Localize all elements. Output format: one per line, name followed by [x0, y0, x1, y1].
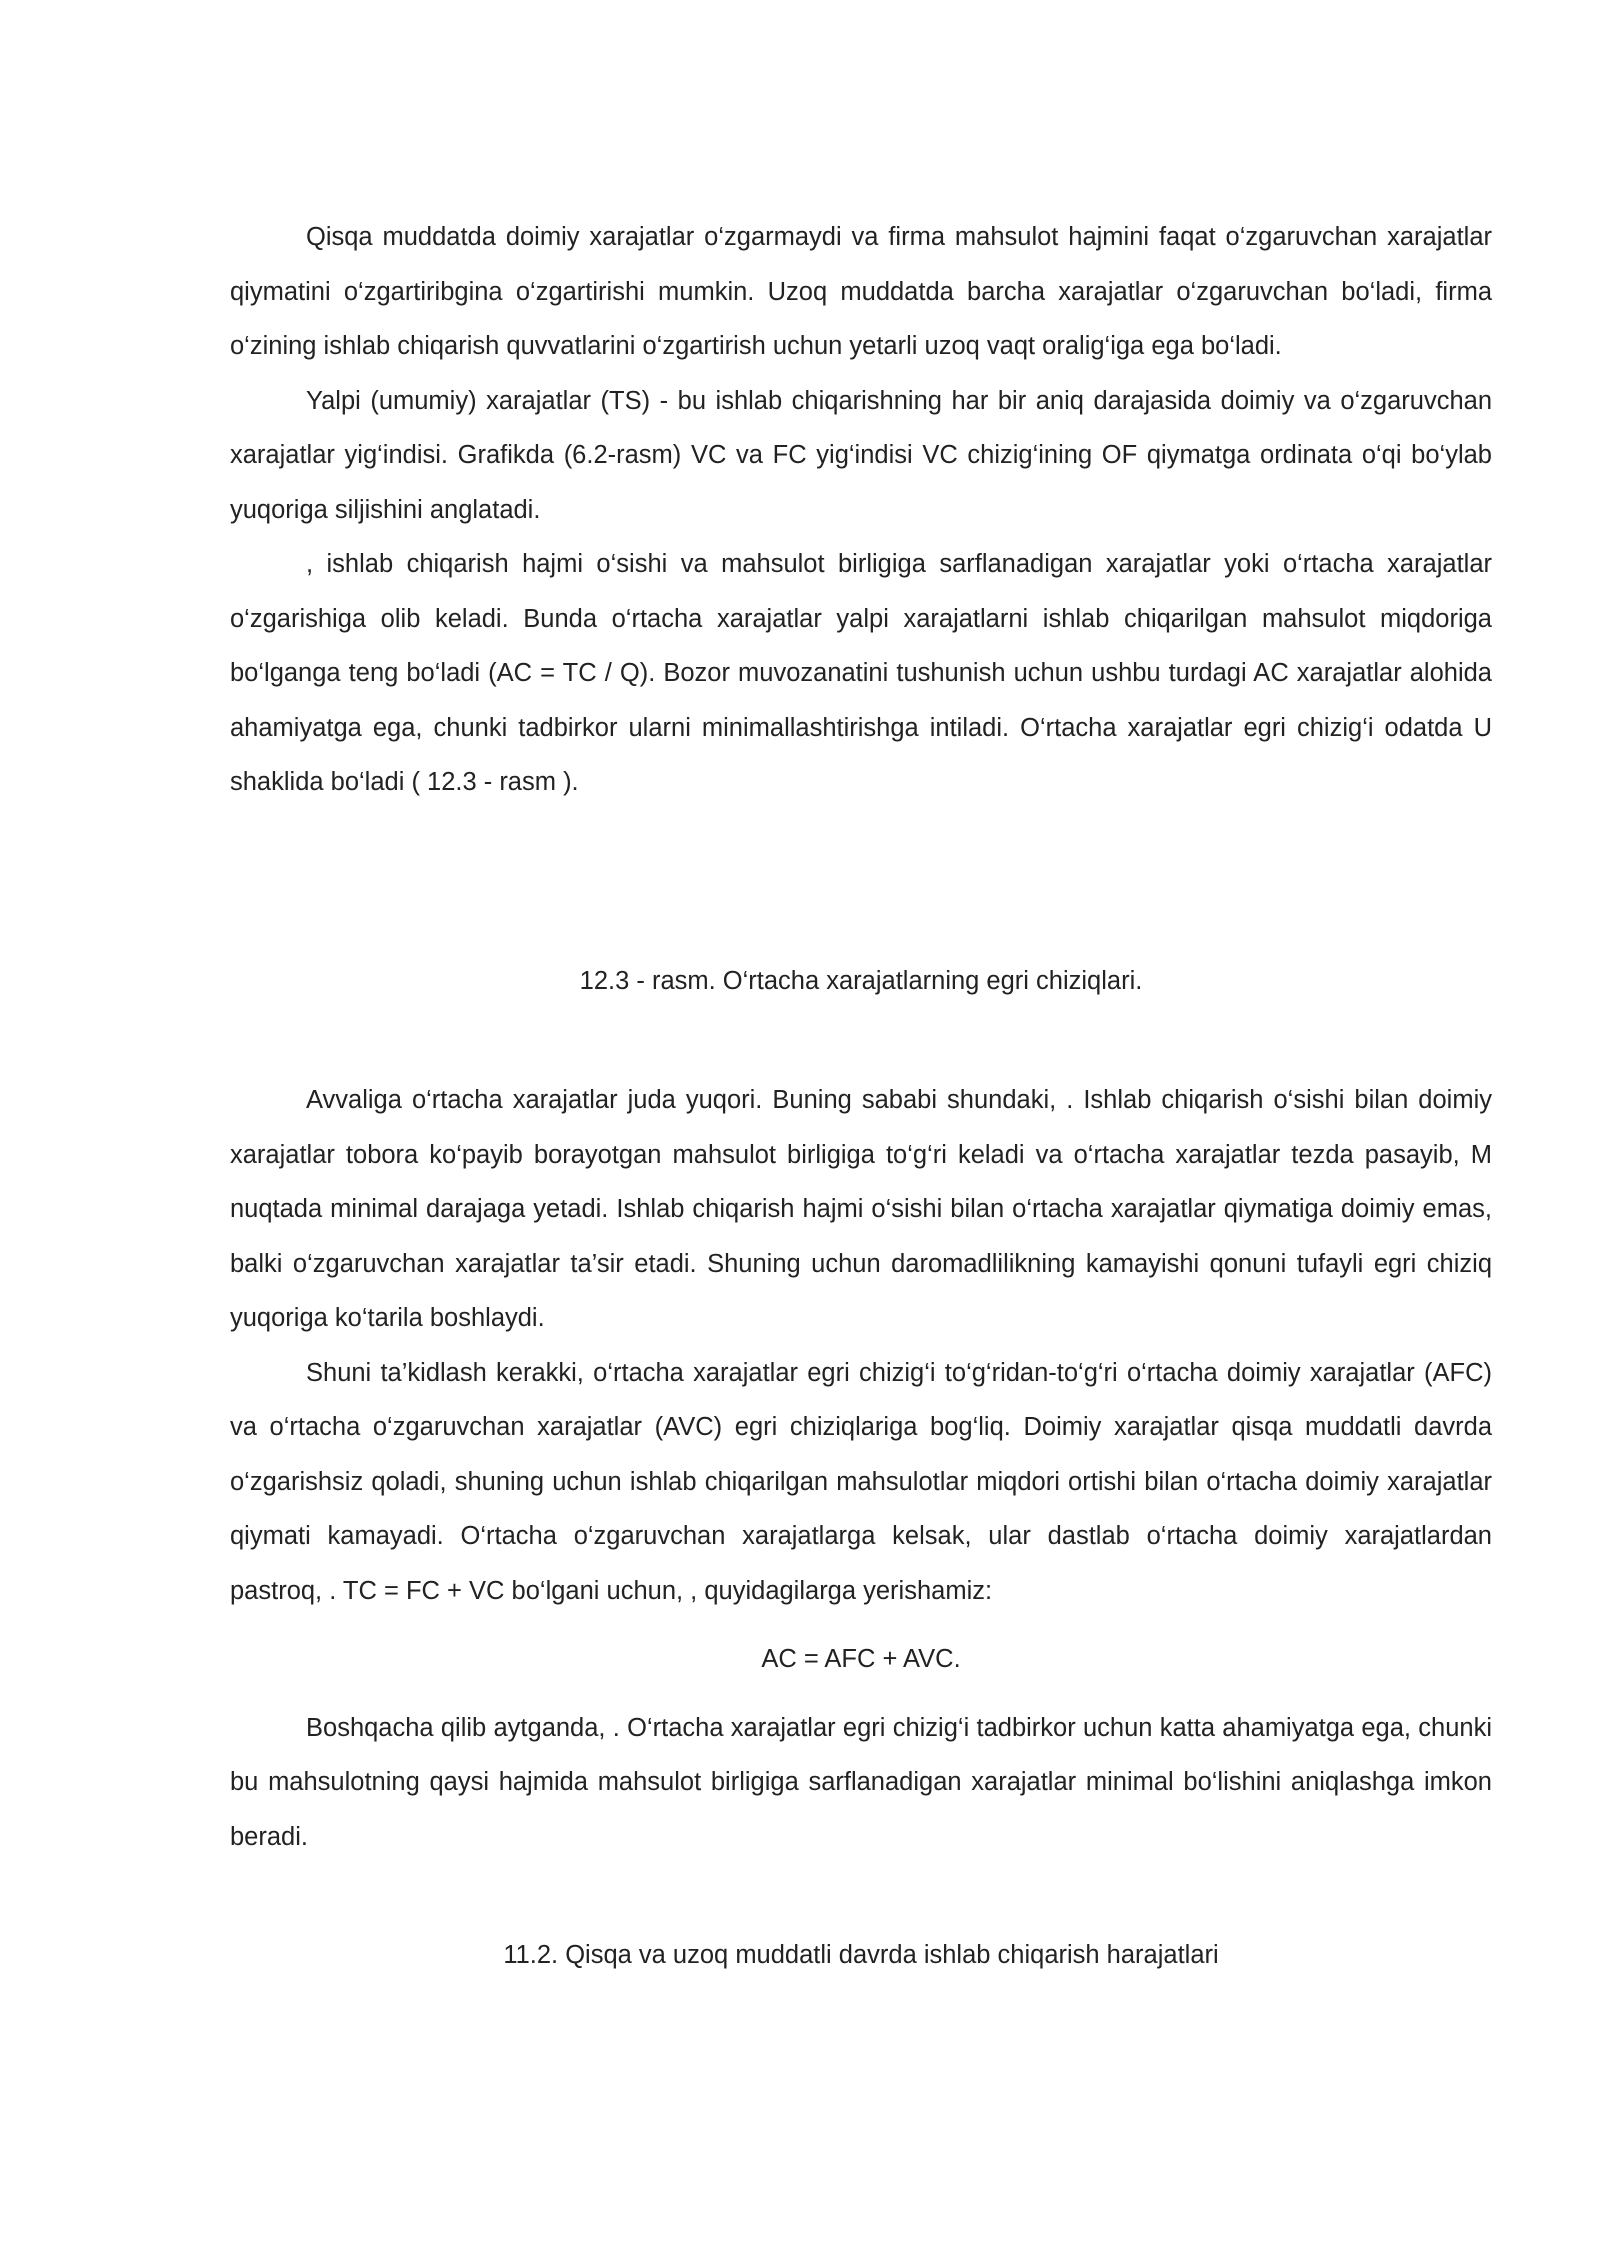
document-page: [230, 210, 1492, 1983]
paragraph-average-costs-decline: Avvaliga o‘rtacha xarajatlar juda yuqori. Buning sababi shundaki, . Ishlab chiqarish o‘sishi bilan doimiy xarajatlar tobora ko‘payib borayotgan mahsulot birligiga to‘g‘ri keladi va o‘rtacha xarajatlar tezda pasayib, M nuqtada minimal darajaga yetadi. Ishlab chiqarish hajmi o‘sishi bilan o‘rtacha xarajatlar qiymatiga doimiy emas, balki o‘zgaruvchan xarajatlar ta’sir etadi. Shuning uchun daromadlilikning kamayishi qonuni tufayli egri chiziq yuqoriga ko‘tarila boshlaydi.: [230, 1086, 1492, 1332]
paragraph-average-costs: , ishlab chiqarish hajmi o‘sishi va mahsulot birligiga sarflanadigan xarajatlar yoki o‘rtacha xarajatlar o‘zgarishiga olib keladi. Bunda o‘rtacha xarajatlar yalpi xarajatlarni ishlab chiqarilgan mahsulot miqdoriga bo‘lganga teng bo‘ladi (AC = TC / Q). Bozor muvozanatini tushunish uchun ushbu turdagi AC xarajatlar alohida ahamiyatga ega, chunki tadbirkor ularni minimallashtirishga intiladi. O‘rtacha xarajatlar egri chizig‘i odatda U shaklida bo‘ladi ( 12.3 - rasm ).: [230, 550, 1492, 796]
paragraph-conclusion: Boshqacha qilib aytganda, . O‘rtacha xarajatlar egri chizig‘i tadbirkor uchun katta ahamiyatga ega, chunki bu mahsulotning qaysi hajmida mahsulot birligiga sarflanadigan xarajatlar minimal bo‘lishini aniqlashga imkon beradi.: [230, 1713, 1492, 1851]
paragraph-short-run-costs: Qisqa muddatda doimiy xarajatlar o‘zgarmaydi va firma mahsulot hajmini faqat o‘zgaruvchan xarajatlar qiymatini o‘zgartiribgina o‘zgartirishi mumkin. Uzoq muddatda barcha xarajatlar o‘zgaruvchan bo‘ladi, firma o‘zining ishlab chiqarish quvvatlarini o‘zgartirish uchun yetarli uzoq vaqt oralig‘iga ega bo‘ladi.: [230, 223, 1492, 360]
paragraph-afc-avc: Shuni ta’kidlash kerakki, o‘rtacha xarajatlar egri chizig‘i to‘g‘ridan-to‘g‘ri o‘rtacha doimiy xarajatlar (AFC) va o‘rtacha o‘zgaruvchan xarajatlar (AVC) egri chiziqlariga bog‘liq. Doimiy xarajatlar qisqa muddatli davrda o‘zgarishsiz qoladi, shuning uchun ishlab chiqarilgan mahsulotlar miqdori ortishi bilan o‘rtacha doimiy xarajatlar qiymati kamayadi. O‘rtacha o‘zgaruvchan xarajatlarga kelsak, ular dastlab o‘rtacha doimiy xarajatlardan pastroq, . TC = FC + VC bo‘lgani uchun, , quyidagilarga yerishamiz:: [230, 1358, 1492, 1605]
figure-caption: 12.3 - rasm. O‘rtacha xarajatlarning egri chiziqlari.: [579, 966, 1143, 995]
section-heading: 11.2. Qisqa va uzoq muddatli davrda ishlab chiqarish harajatlari: [503, 1941, 1219, 1969]
formula-ac: AC = AFC + AVC.: [761, 1645, 961, 1673]
paragraph-total-costs: Yalpi (umumiy) xarajatlar (TS) - bu ishlab chiqarishning har bir aniq darajasida doimiy va o‘zgaruvchan xarajatlar yig‘indisi. Grafikda (6.2-rasm) VC va FC yig‘indisi VC chizig‘ining OF qiymatga ordinata o‘qi bo‘ylab yuqoriga siljishini anglatadi.: [230, 386, 1492, 524]
